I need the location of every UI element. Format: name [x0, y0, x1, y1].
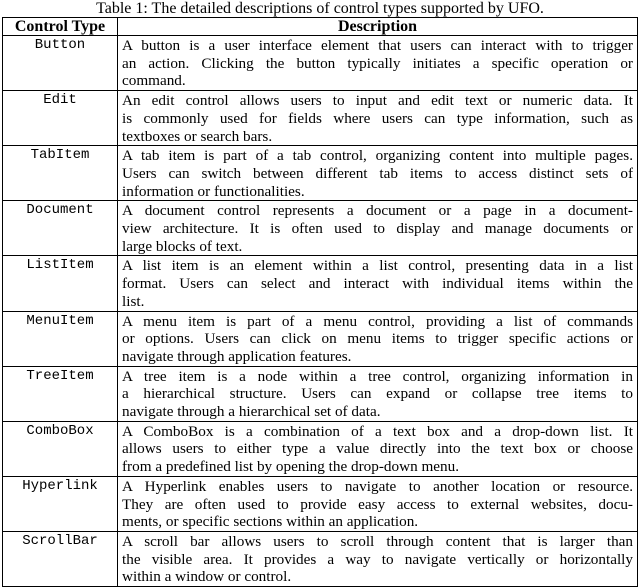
control-type-cell: ComboBox — [3, 421, 118, 476]
description-line: A ComboBox is a combination of a text box and a drop-down list. It — [122, 422, 633, 440]
control-type-cell: Button — [3, 36, 118, 91]
description-line: An edit control allows users to input and edit text or numeric data. It — [122, 92, 633, 110]
description-cell — [118, 91, 638, 146]
description-cell — [118, 256, 638, 311]
description-cell — [118, 36, 638, 91]
control-type-cell: Edit — [3, 91, 118, 146]
table-row — [3, 476, 638, 531]
description-line: navigate through a hierarchical set of data. — [122, 403, 381, 421]
header-description: Description — [118, 18, 638, 36]
description-line: A list item is an element within a list control, presenting data in a list — [122, 257, 633, 275]
table-row — [3, 146, 638, 201]
description-line: navigate through application features. — [122, 347, 352, 365]
description-line: is commonly used for fields where users can type information, such as — [122, 109, 633, 127]
description-line: A scroll bar allows users to scroll through content that is larger than — [122, 532, 633, 550]
description-line: A menu item is part of a menu control, providing a list of commands — [122, 312, 633, 330]
control-type-cell: MenuItem — [3, 311, 118, 366]
description-line: A tab item is part of a tab control, organizing content into multiple pages. — [122, 147, 633, 165]
description-line: A Hyperlink enables users to navigate to another location or resource. — [122, 477, 633, 495]
description-line: A button is a user interface element that users can interact with to trigger — [122, 37, 633, 54]
table-row — [3, 201, 638, 256]
table-caption: Table 1: The detailed descriptions of control types supported by UFO. — [96, 0, 544, 17]
control-type-cell: TreeItem — [3, 366, 118, 421]
control-type-cell: ListItem — [3, 256, 118, 311]
description-line: They are often used to provide easy access to external websites, docu- — [122, 495, 633, 513]
table-row — [3, 421, 638, 476]
table-row — [3, 366, 638, 421]
description-line: A document control represents a document or a page in a document- — [122, 202, 633, 220]
description-line: ments, or specific sections within an application. — [122, 513, 419, 531]
table-body — [3, 36, 638, 587]
description-line: list. — [122, 292, 145, 310]
description-line: or options. Users can click on menu items to trigger specific actions or — [122, 330, 633, 348]
header-control-type: Control Type — [3, 18, 118, 36]
table-row — [3, 531, 638, 586]
control-type-cell: ScrollBar — [3, 531, 118, 586]
description-cell — [118, 146, 638, 201]
description-line: format. Users can select and interact with individual items within the — [122, 275, 633, 293]
table-header-row — [3, 18, 638, 36]
description-line: large blocks of text. — [122, 237, 243, 255]
description-cell — [118, 366, 638, 421]
description-cell — [118, 201, 638, 256]
description-line: textboxes or search bars. — [122, 127, 273, 145]
control-type-cell: Document — [3, 201, 118, 256]
description-line: command. — [122, 72, 186, 90]
control-type-cell: TabItem — [3, 146, 118, 201]
description-line: from a predefined list by opening the drop-down menu. — [122, 458, 459, 476]
description-line: an action. Clicking the button typically initiates a specific operation or — [122, 54, 633, 72]
description-cell — [118, 531, 638, 586]
description-line: Users can switch between different tab items to access distinct sets of — [122, 164, 633, 182]
description-cell — [118, 311, 638, 366]
description-line: information or functionalities. — [122, 182, 305, 200]
description-line: within a window or control. — [122, 568, 292, 586]
description-line: allows users to either type a value directly into the text box or choose — [122, 440, 633, 458]
table-row — [3, 91, 638, 146]
table-row — [3, 256, 638, 311]
description-cell — [118, 476, 638, 531]
description-line: view architecture. It is often used to display and manage documents or — [122, 220, 633, 238]
description-line: the visible area. It provides a way to navigate vertically or horizontally — [122, 550, 633, 568]
description-line: a hierarchical structure. Users can expand or collapse tree items to — [122, 385, 633, 403]
table-row — [3, 36, 638, 91]
description-cell — [118, 421, 638, 476]
control-type-cell: Hyperlink — [3, 476, 118, 531]
table-row — [3, 311, 638, 366]
description-line: A tree item is a node within a tree control, organizing information in — [122, 367, 633, 385]
control-types-table — [2, 17, 638, 587]
